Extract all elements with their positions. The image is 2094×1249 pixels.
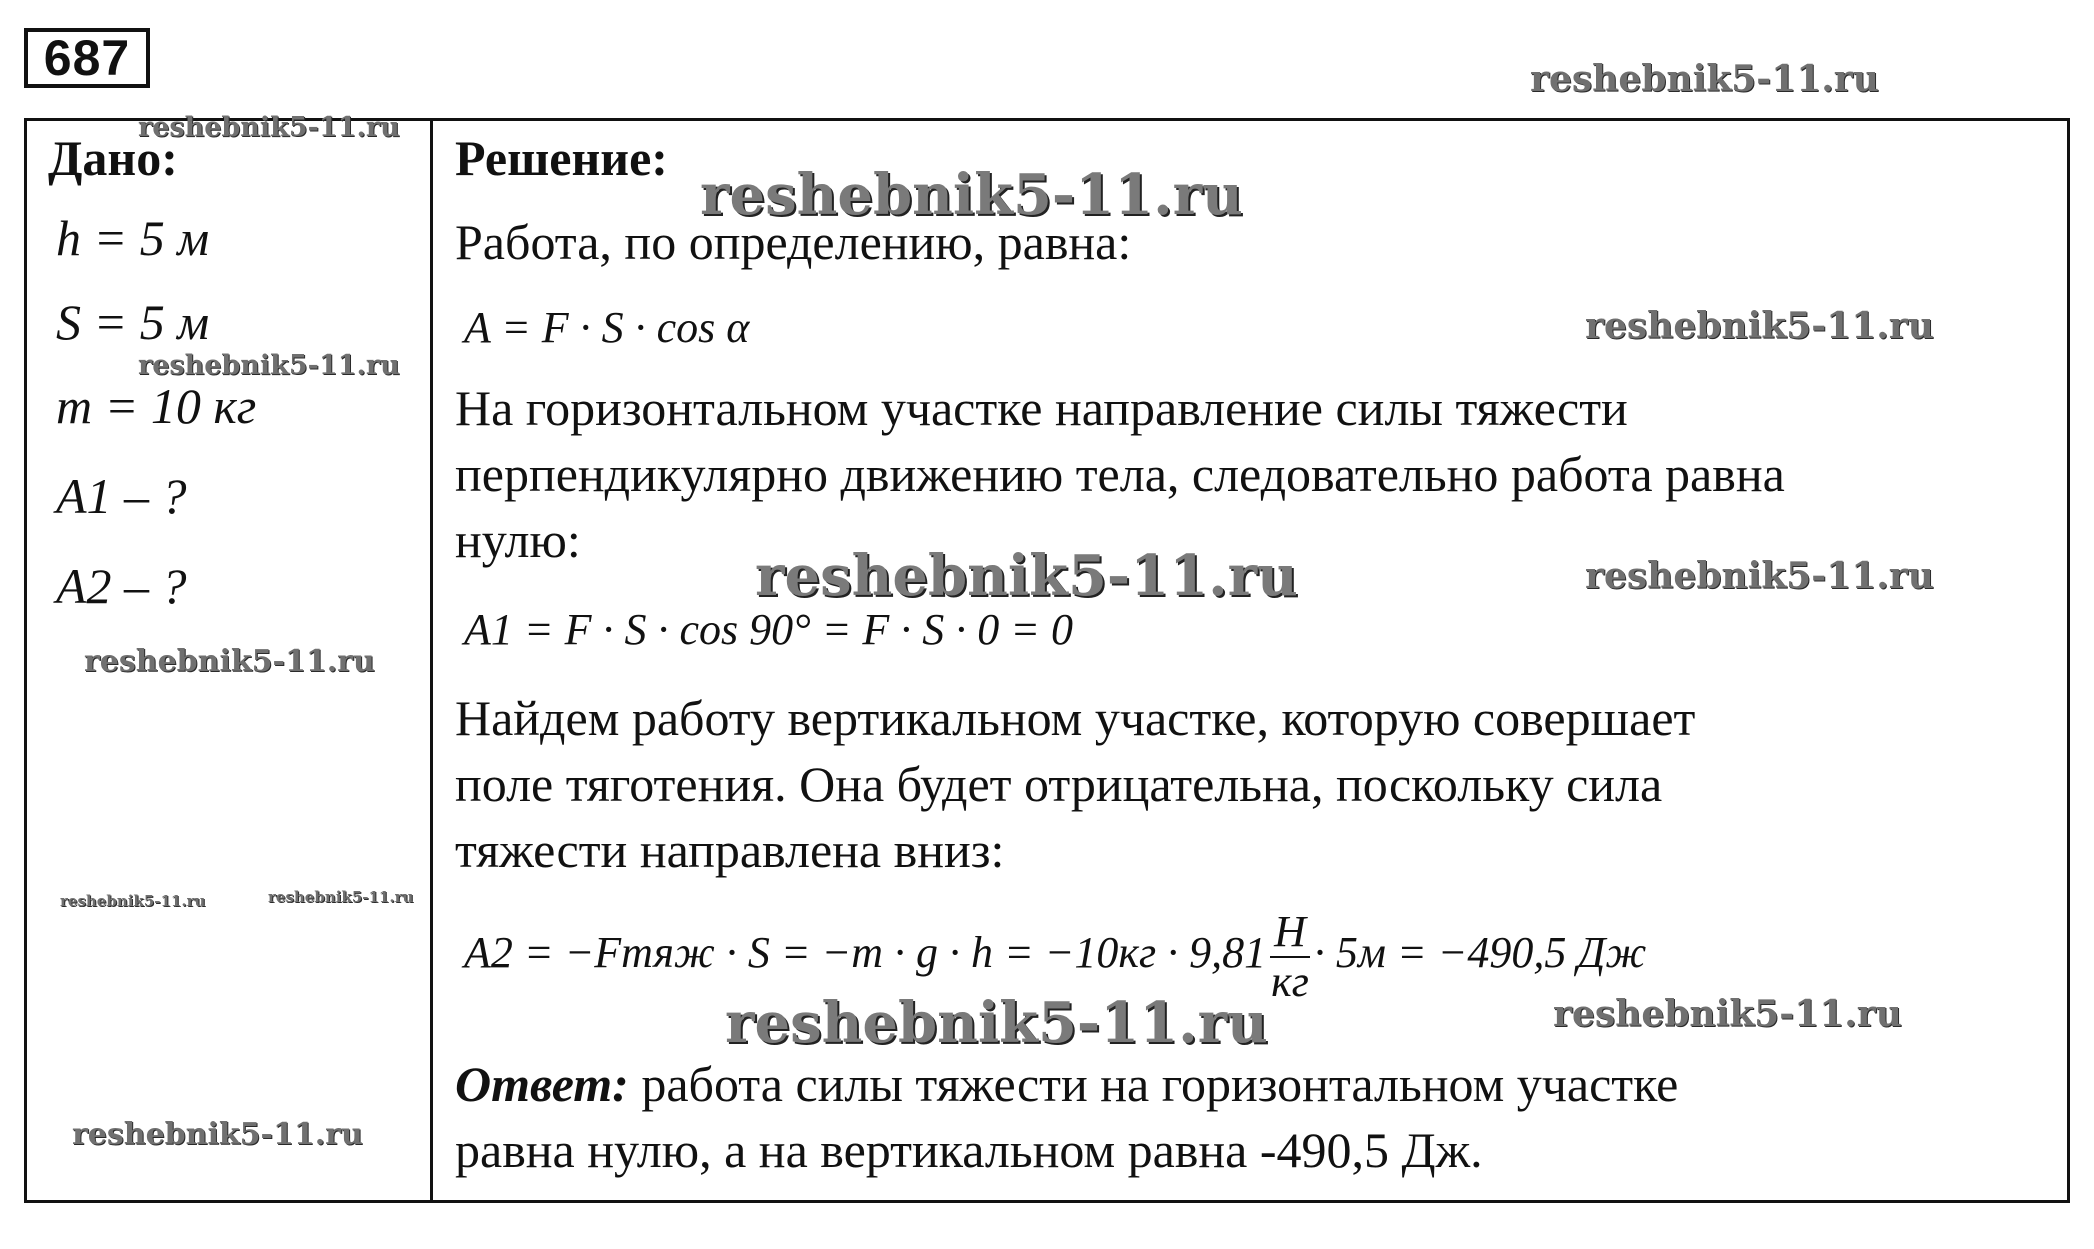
watermark: reshebnik5-11.ru — [138, 112, 400, 143]
formula-a2 — [464, 908, 1646, 1006]
answer-line-2: равна нулю, а на вертикальном равна -490,5 Дж. — [455, 1122, 1483, 1178]
given-a1: A1 – ? — [56, 468, 187, 524]
given-heading: Дано: — [48, 130, 178, 186]
formula-a2-right: · 5м = −490,5 Дж — [1313, 928, 1647, 978]
solution-text-2b: перпендикулярно движению тела, следовательно работа равна — [455, 446, 1785, 502]
answer-text-1: работа силы тяжести на горизонтальном участке — [628, 1056, 1679, 1112]
solution-text-3b: поле тяготения. Она будет отрицательна, поскольку сила — [455, 756, 1663, 812]
solution-text-2c: нулю: — [455, 512, 581, 568]
watermark: reshebnik5-11.ru — [84, 644, 375, 679]
watermark: reshebnik5-11.ru — [1530, 58, 1879, 100]
solution-text-3c: тяжести направлена вниз: — [455, 822, 1005, 878]
formula-a1: A1 = F · S · cos 90° = F · S · 0 = 0 — [464, 605, 1073, 654]
fraction-denominator: кг — [1271, 957, 1309, 1006]
watermark: reshebnik5-11.ru — [72, 1117, 363, 1152]
watermark: reshebnik5-11.ru — [268, 888, 414, 906]
fraction-n-per-kg — [1270, 908, 1310, 1006]
solution-text-1: Работа, по определению, равна: — [455, 214, 1132, 270]
watermark: reshebnik5-11.ru — [60, 892, 206, 910]
watermark: reshebnik5-11.ru — [700, 162, 1243, 228]
column-divider — [430, 118, 433, 1203]
formula-work-definition: A = F · S · cos α — [464, 303, 750, 352]
fraction-numerator: Н — [1270, 908, 1310, 958]
given-h: h = 5 м — [56, 210, 210, 266]
solution-heading: Решение: — [455, 130, 668, 186]
watermark: reshebnik5-11.ru — [138, 350, 400, 381]
watermark: reshebnik5-11.ru — [755, 543, 1298, 609]
watermark: reshebnik5-11.ru — [1585, 555, 1934, 597]
watermark: reshebnik5-11.ru — [1585, 305, 1934, 347]
answer-label: Ответ: — [455, 1056, 629, 1112]
given-s: S = 5 м — [56, 294, 210, 350]
watermark: reshebnik5-11.ru — [725, 990, 1268, 1056]
formula-a2-left: A2 = −Fтяж · S = −m · g · h = −10кг · 9,81 — [464, 928, 1267, 978]
watermark: reshebnik5-11.ru — [1553, 993, 1902, 1035]
given-a2: A2 – ? — [56, 558, 187, 614]
solution-text-3a: Найдем работу вертикальном участке, которую совершает — [455, 690, 1696, 746]
solution-text-2a: На горизонтальном участке направление силы тяжести — [455, 380, 1628, 436]
given-m: m = 10 кг — [56, 378, 257, 434]
problem-number: 687 — [24, 28, 150, 88]
answer-line-1 — [455, 1054, 1678, 1114]
